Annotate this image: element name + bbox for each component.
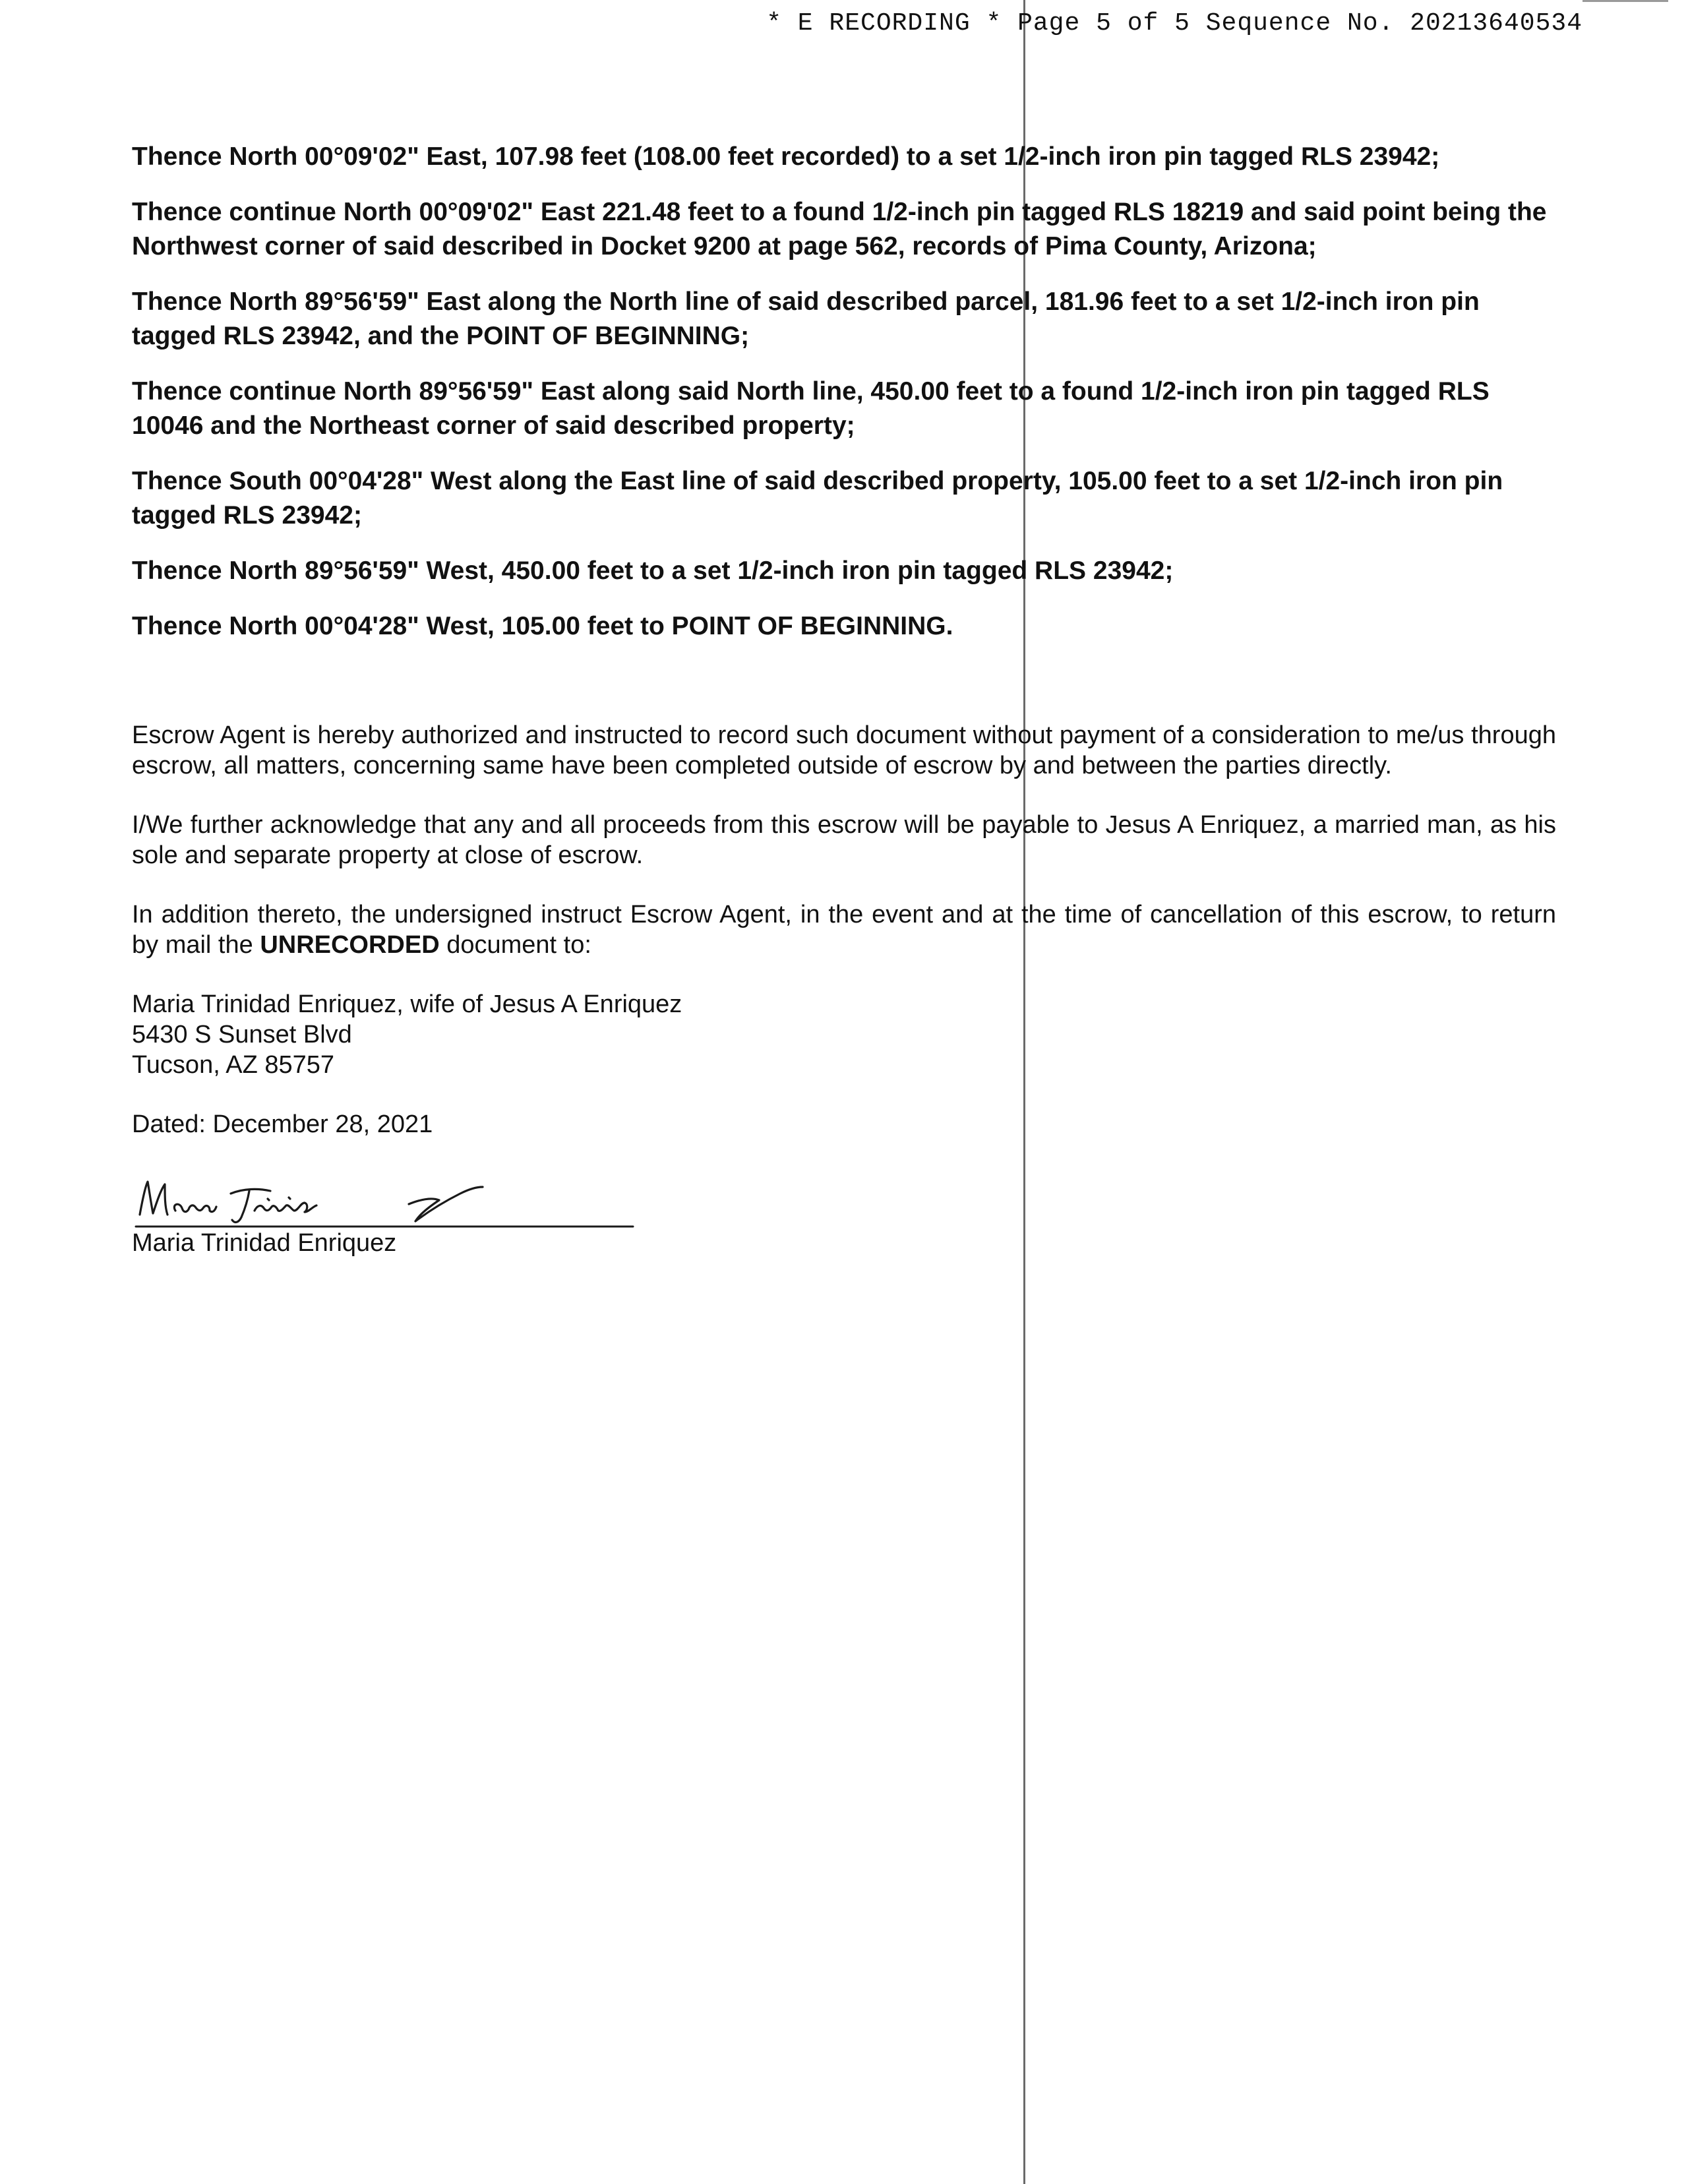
scan-corner-mark bbox=[1582, 0, 1668, 2]
address-city: Tucson, AZ 85757 bbox=[132, 1051, 335, 1079]
legal-description bbox=[132, 140, 1563, 665]
escrow-authorization-paragraph: Escrow Agent is hereby authorized and instructed to record such document without payment of a consideration to me/us through escrow, all matters, concerning same have been completed outside of escrow by and between the parties directly. bbox=[132, 721, 1556, 779]
legal-call-7: Thence North 00°04'28" West, 105.00 feet to POINT OF BEGINNING. bbox=[132, 612, 953, 640]
signer-name: Maria Trinidad Enriquez bbox=[132, 1229, 397, 1257]
legal-call-3: Thence North 89°56'59" East along the North line of said described parcel, 181.96 feet to a set 1/2-inch iron pin tagged RLS 23942, and the POINT OF BEGINNING; bbox=[132, 288, 1480, 350]
legal-call-6: Thence North 89°56'59" West, 450.00 feet to a set 1/2-inch iron pin tagged RLS 23942; bbox=[132, 557, 1174, 585]
legal-call-2: Thence continue North 00°09'02" East 221.48 feet to a found 1/2-inch pin tagged RLS 18219 and said point being the Northwest corner of said described in Docket 9200 at page 562, records of Pima County, Arizona; bbox=[132, 198, 1547, 260]
legal-call-5: Thence South 00°04'28" West along the East line of said described property, 105.00 feet to a set 1/2-inch iron pin tagged RLS 23942; bbox=[132, 467, 1503, 530]
proceeds-paragraph: I/We further acknowledge that any and all proceeds from this escrow will be payable to Jesus A Enriquez, a married man, as his sole and separate property at close of escrow. bbox=[132, 811, 1556, 869]
dated-line: Dated: December 28, 2021 bbox=[132, 1110, 433, 1138]
cancellation-prefix: In addition thereto, the undersigned instruct Escrow Agent, in the event and at the time of cancellation of this escrow, to return by mail the bbox=[132, 901, 1556, 959]
escrow-instructions bbox=[132, 720, 1556, 1168]
cancellation-suffix: document to: bbox=[439, 931, 591, 959]
cancellation-paragraph bbox=[132, 899, 1556, 960]
address-name: Maria Trinidad Enriquez, wife of Jesus A Enriquez bbox=[132, 990, 682, 1018]
legal-call-4: Thence continue North 89°56'59" East along said North line, 450.00 feet to a found 1/2-inch iron pin tagged RLS 10046 and the Northeast corner of said described property; bbox=[132, 377, 1490, 440]
address-street: 5430 S Sunset Blvd bbox=[132, 1021, 352, 1048]
signature-block bbox=[132, 1174, 659, 1258]
recording-header: * E RECORDING * Page 5 of 5 Sequence No. 20213640534 bbox=[766, 9, 1582, 38]
legal-call-1: Thence North 00°09'02" East, 107.98 feet (108.00 feet recorded) to a set 1/2-inch iron pin tagged RLS 23942; bbox=[132, 142, 1440, 171]
unrecorded-emphasis: UNRECORDED bbox=[260, 931, 440, 959]
return-address bbox=[132, 989, 1556, 1080]
